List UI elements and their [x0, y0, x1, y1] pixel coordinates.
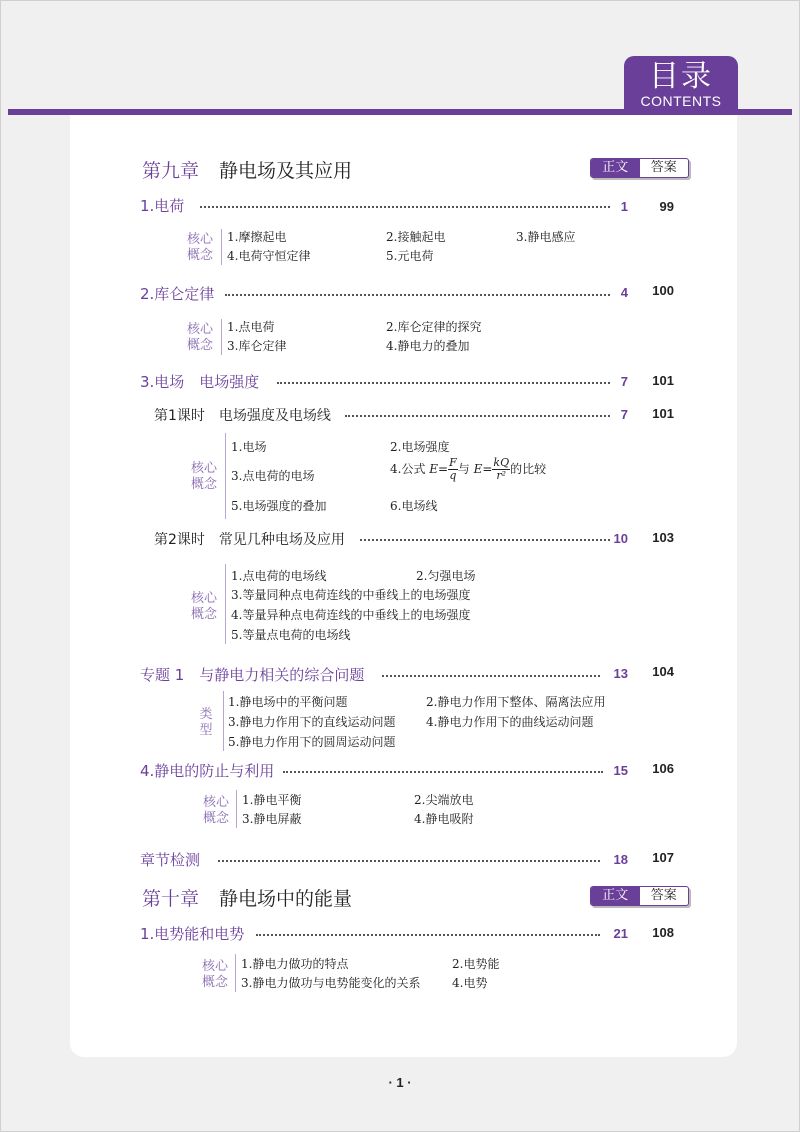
concept-item: 5.电场强度的叠加 — [231, 499, 327, 513]
leader-dots — [277, 382, 610, 384]
tag-type — [192, 707, 220, 739]
toc-card — [70, 115, 737, 1057]
concept-item: 1.静电平衡 — [242, 793, 302, 807]
tag-core — [201, 795, 231, 827]
formula-connector: 与 — [457, 462, 470, 476]
chapter-10-heading[interactable] — [142, 884, 352, 911]
tag-line-2: 概念 — [202, 811, 229, 826]
formula-suffix: 的比较 — [510, 462, 547, 476]
section-4-page[interactable]: 15 — [613, 763, 628, 778]
concept-item: 5.等量点电荷的电场线 — [231, 628, 351, 642]
section-4-answer-page[interactable]: 106 — [652, 761, 674, 776]
section-4-title[interactable]: 4.静电的防止与利用 — [140, 762, 275, 780]
tag-core — [189, 461, 219, 493]
answers-button[interactable]: 答案 — [650, 160, 677, 175]
chapter-test-title[interactable]: 章节检测 — [140, 851, 201, 869]
divider — [221, 229, 222, 265]
section-2-page[interactable]: 4 — [620, 285, 628, 300]
tag-line-1: 类 — [199, 707, 213, 722]
tag-line-1: 核心 — [186, 322, 213, 337]
concept-item: 4.静电吸附 — [414, 812, 474, 826]
section-2-answer-page[interactable]: 100 — [652, 283, 674, 298]
type-item: 5.静电力作用下的圆周运动问题 — [228, 735, 396, 749]
tag-line-2: 概念 — [186, 338, 213, 353]
tag-line-1: 核心 — [190, 591, 217, 606]
section-2-title[interactable]: 2.库仑定律 — [140, 285, 215, 303]
leader-dots — [200, 206, 610, 208]
tag-core — [185, 322, 215, 354]
contents-subtitle: CONTENTS — [640, 93, 722, 109]
leader-dots — [225, 294, 610, 296]
chapter-9-view-switch — [590, 158, 689, 178]
formula-1-lhs: E — [429, 462, 439, 476]
divider — [225, 433, 226, 519]
tag-core — [189, 591, 219, 623]
tag-line-1: 核心 — [186, 232, 213, 247]
concept-item: 4.电势 — [452, 976, 488, 990]
concept-item: 1.摩擦起电 — [227, 230, 287, 244]
divider — [236, 790, 237, 828]
concept-item: 2.电势能 — [452, 957, 500, 971]
lesson-2-page[interactable]: 10 — [613, 531, 628, 546]
type-item: 3.静电力作用下的直线运动问题 — [228, 715, 396, 729]
formula-1-numerator: F — [449, 456, 457, 469]
concept-item: 1.电场 — [231, 440, 267, 454]
chapter-test-page[interactable]: 18 — [613, 852, 628, 867]
leader-dots — [283, 771, 603, 773]
divider — [235, 954, 236, 992]
chapter-test-answer-page[interactable]: 107 — [652, 850, 674, 865]
lesson-1-answer-page[interactable]: 101 — [652, 406, 674, 421]
tag-line-2: 概念 — [186, 248, 213, 263]
concept-item: 4.静电力的叠加 — [386, 339, 470, 353]
divider — [223, 691, 224, 751]
lesson-2-answer-page[interactable]: 103 — [652, 530, 674, 545]
tag-core — [200, 959, 230, 991]
concept-item: 3.点电荷的电场 — [231, 469, 315, 483]
concept-item: 2.尖端放电 — [414, 793, 474, 807]
chapter-10-title: 静电场中的能量 — [219, 888, 353, 910]
formula-2-numerator: kQ — [493, 456, 510, 469]
section-3-page[interactable]: 7 — [620, 374, 628, 389]
formula-2-fraction — [492, 457, 510, 482]
divider — [221, 319, 222, 355]
tag-core — [185, 232, 215, 264]
lesson-2-title[interactable]: 第2课时 常见几种电场及应用 — [154, 532, 345, 548]
concept-item: 1.静电力做功的特点 — [241, 957, 349, 971]
type-item: 4.静电力作用下的曲线运动问题 — [426, 715, 594, 729]
topic-1-answer-page[interactable]: 104 — [652, 664, 674, 679]
lesson-1-title[interactable]: 第1课时 电场强度及电场线 — [154, 408, 331, 424]
tag-line-2: 型 — [199, 723, 213, 738]
chapter-10-number: 第十章 — [142, 888, 200, 910]
formula-1-fraction — [448, 457, 458, 482]
chapter-9-heading[interactable] — [142, 156, 352, 183]
section-1-title[interactable]: 1.电荷 — [140, 197, 185, 215]
main-text-button[interactable]: 正文 — [591, 159, 640, 177]
concept-item: 3.库仑定律 — [227, 339, 287, 353]
page-number: · 1 · — [388, 1075, 412, 1090]
tag-line-2: 概念 — [190, 477, 217, 492]
concept-item: 4.等量异种点电荷连线的中垂线上的电场强度 — [231, 608, 471, 622]
concept-item: 4.电荷守恒定律 — [227, 249, 311, 263]
tag-line-1: 核心 — [201, 959, 228, 974]
answers-button[interactable]: 答案 — [650, 888, 677, 903]
formula-2-denominator: r² — [496, 469, 507, 482]
concept-item: 3.静电力做功与电势能变化的关系 — [241, 976, 421, 990]
leader-dots — [382, 675, 600, 677]
section-1-page[interactable]: 1 — [620, 199, 628, 214]
leader-dots — [218, 860, 600, 862]
topic-1-title[interactable]: 专题 1 与静电力相关的综合问题 — [140, 666, 365, 684]
section-3-answer-page[interactable]: 101 — [652, 373, 674, 388]
formula-comparison: 4.公式 E= $\frac{F}{q}$ 与 E= $\frac{kQ}{\text{r²}}$ 的比较 — [390, 456, 547, 482]
concept-item: 3.静电屏蔽 — [242, 812, 302, 826]
tag-line-2: 概念 — [201, 975, 228, 990]
leader-dots — [256, 934, 600, 936]
formula-1-denominator: q — [449, 469, 457, 482]
main-text-button[interactable]: 正文 — [591, 887, 640, 905]
concept-item: 1.点电荷 — [227, 320, 275, 334]
leader-dots — [360, 539, 610, 541]
type-item: 2.静电力作用下整体、隔离法应用 — [426, 695, 606, 709]
concept-item: 2.库仑定律的探究 — [386, 320, 482, 334]
formula-label: 4.公式 — [390, 462, 426, 476]
concept-item: 6.电场线 — [390, 499, 438, 513]
ch10-section-1-title[interactable]: 1.电势能和电势 — [140, 925, 245, 943]
chapter-9-title: 静电场及其应用 — [219, 160, 353, 182]
section-1-answer-page[interactable]: 99 — [659, 199, 674, 214]
tag-line-2: 概念 — [190, 607, 217, 622]
tag-line-1: 核心 — [190, 461, 217, 476]
concept-item: 2.匀强电场 — [416, 569, 476, 583]
ch10-section-1-page[interactable]: 21 — [613, 926, 628, 941]
concept-item: 5.元电荷 — [386, 249, 434, 263]
lesson-1-page[interactable]: 7 — [620, 407, 628, 422]
topic-1-page[interactable]: 13 — [613, 666, 628, 681]
leader-dots — [345, 415, 610, 417]
divider — [225, 564, 226, 644]
ch10-section-1-answer-page[interactable]: 108 — [652, 925, 674, 940]
concept-item: 1.点电荷的电场线 — [231, 569, 327, 583]
concept-item: 3.静电感应 — [516, 230, 576, 244]
formula-2-lhs: E — [473, 462, 483, 476]
chapter-9-number: 第九章 — [142, 160, 200, 182]
concept-item: 2.电场强度 — [390, 440, 450, 454]
contents-tab — [624, 56, 738, 112]
tag-line-1: 核心 — [202, 795, 229, 810]
type-item: 1.静电场中的平衡问题 — [228, 695, 348, 709]
concept-item: 3.等量同种点电荷连线的中垂线上的电场强度 — [231, 588, 471, 602]
concept-item: 2.接触起电 — [386, 230, 446, 244]
section-3-title[interactable]: 3.电场 电场强度 — [140, 373, 260, 391]
chapter-10-view-switch — [590, 886, 689, 906]
contents-title: 目录 — [649, 59, 713, 94]
